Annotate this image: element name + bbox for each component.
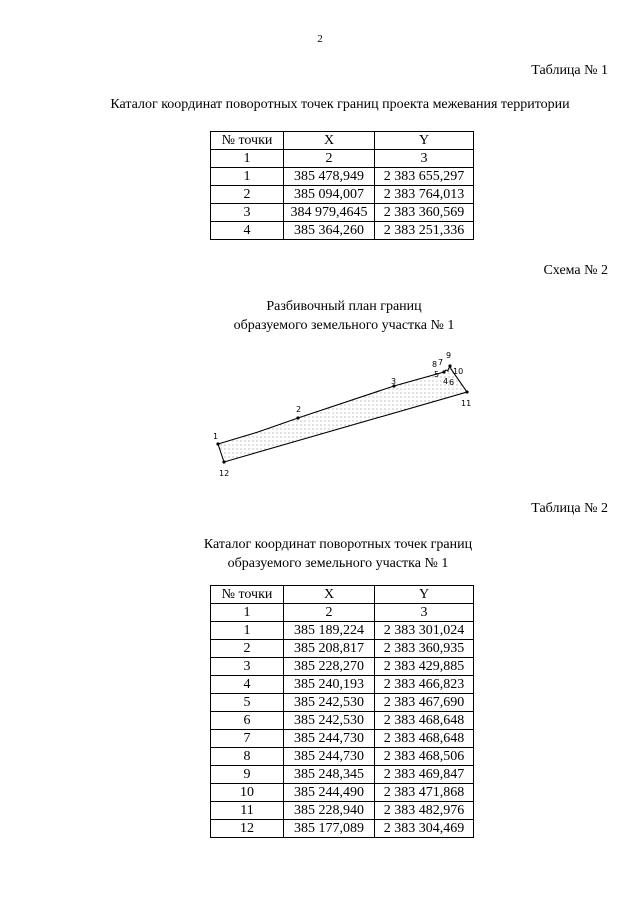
point-no-cell: 4 xyxy=(211,222,284,240)
point-label-2: 2 xyxy=(296,405,302,414)
table-row xyxy=(211,676,474,694)
point-no-cell: 2 xyxy=(211,186,284,204)
numbering-cell: 3 xyxy=(375,604,474,622)
scheme-title-line2: образуемого земельного участка № 1 xyxy=(233,318,455,333)
scheme-label: Схема № 2 xyxy=(543,263,608,278)
page-number: 2 xyxy=(317,33,323,45)
x-coordinate-cell: 385 240,193 xyxy=(284,676,375,694)
table-row xyxy=(211,820,474,838)
table-numbering-row xyxy=(211,604,474,622)
point-no-cell: 1 xyxy=(211,168,284,186)
boundary-point-12 xyxy=(222,460,225,463)
y-coordinate-cell: 2 383 360,569 xyxy=(375,204,474,222)
y-coordinate-cell: 2 383 467,690 xyxy=(375,694,474,712)
y-coordinate-cell: 2 383 468,648 xyxy=(375,712,474,730)
table-row xyxy=(211,784,474,802)
header-point-no: № точки xyxy=(211,586,284,604)
point-label-10: 10 xyxy=(453,367,464,376)
x-coordinate-cell: 385 177,089 xyxy=(284,820,375,838)
y-coordinate-cell: 2 383 301,024 xyxy=(375,622,474,640)
boundary-point-1 xyxy=(216,442,219,445)
land-plot-shape xyxy=(218,366,467,462)
y-coordinate-cell: 2 383 360,935 xyxy=(375,640,474,658)
y-coordinate-cell: 2 383 764,013 xyxy=(375,186,474,204)
table-row xyxy=(211,712,474,730)
table-header-row xyxy=(211,586,474,604)
table-row xyxy=(211,802,474,820)
header-x: X xyxy=(284,586,375,604)
point-label-6: 6 xyxy=(449,378,455,387)
y-coordinate-cell: 2 383 469,847 xyxy=(375,766,474,784)
point-label-1: 1 xyxy=(213,432,219,441)
table-row xyxy=(211,766,474,784)
y-coordinate-cell: 2 383 482,976 xyxy=(375,802,474,820)
x-coordinate-cell: 385 364,260 xyxy=(284,222,375,240)
scheme-title-line1: Разбивочный план границ xyxy=(266,299,422,314)
boundary-point-2 xyxy=(296,416,299,419)
table1-label: Таблица № 1 xyxy=(531,63,608,78)
table-row xyxy=(211,622,474,640)
numbering-cell: 3 xyxy=(375,150,474,168)
point-label-3: 3 xyxy=(391,377,397,386)
x-coordinate-cell: 385 242,530 xyxy=(284,712,375,730)
point-no-cell: 6 xyxy=(211,712,284,730)
point-no-cell: 11 xyxy=(211,802,284,820)
point-no-cell: 2 xyxy=(211,640,284,658)
x-coordinate-cell: 385 242,530 xyxy=(284,694,375,712)
header-y: Y xyxy=(375,132,474,150)
numbering-cell: 2 xyxy=(284,604,375,622)
x-coordinate-cell: 385 248,345 xyxy=(284,766,375,784)
point-no-cell: 8 xyxy=(211,748,284,766)
header-point-no: № точки xyxy=(211,132,284,150)
table-row xyxy=(211,748,474,766)
x-coordinate-cell: 384 979,4645 xyxy=(284,204,375,222)
x-coordinate-cell: 385 478,949 xyxy=(284,168,375,186)
point-no-cell: 1 xyxy=(211,622,284,640)
x-coordinate-cell: 385 228,940 xyxy=(284,802,375,820)
y-coordinate-cell: 2 383 251,336 xyxy=(375,222,474,240)
point-label-12: 12 xyxy=(219,469,230,478)
y-coordinate-cell: 2 383 429,885 xyxy=(375,658,474,676)
x-coordinate-cell: 385 244,730 xyxy=(284,730,375,748)
x-coordinate-cell: 385 244,730 xyxy=(284,748,375,766)
table-row xyxy=(211,658,474,676)
x-coordinate-cell: 385 094,007 xyxy=(284,186,375,204)
table2-title-line1: Каталог координат поворотных точек границ xyxy=(203,537,473,552)
boundary-point-9 xyxy=(448,364,451,367)
y-coordinate-cell: 2 383 466,823 xyxy=(375,676,474,694)
table2-label: Таблица № 2 xyxy=(531,501,608,516)
y-coordinate-cell: 2 383 655,297 xyxy=(375,168,474,186)
point-no-cell: 5 xyxy=(211,694,284,712)
table2 xyxy=(210,585,474,838)
x-coordinate-cell: 385 189,224 xyxy=(284,622,375,640)
point-no-cell: 12 xyxy=(211,820,284,838)
point-label-4: 4 xyxy=(443,377,449,386)
table-row xyxy=(211,694,474,712)
point-no-cell: 7 xyxy=(211,730,284,748)
table-row xyxy=(211,640,474,658)
point-no-cell: 9 xyxy=(211,766,284,784)
table2-title-line2: образуемого земельного участка № 1 xyxy=(227,556,449,571)
point-no-cell: 3 xyxy=(211,658,284,676)
point-no-cell: 10 xyxy=(211,784,284,802)
point-no-cell: 4 xyxy=(211,676,284,694)
y-coordinate-cell: 2 383 468,648 xyxy=(375,730,474,748)
header-x: X xyxy=(284,132,375,150)
table-row xyxy=(211,730,474,748)
y-coordinate-cell: 2 383 468,506 xyxy=(375,748,474,766)
point-no-cell: 3 xyxy=(211,204,284,222)
x-coordinate-cell: 385 208,817 xyxy=(284,640,375,658)
point-label-8: 8 xyxy=(432,360,438,369)
header-y: Y xyxy=(375,586,474,604)
point-label-5: 5 xyxy=(434,370,440,379)
y-coordinate-cell: 2 383 304,469 xyxy=(375,820,474,838)
point-label-11: 11 xyxy=(461,399,472,408)
boundary-point-11 xyxy=(465,390,468,393)
point-label-7: 7 xyxy=(438,358,444,367)
x-coordinate-cell: 385 244,490 xyxy=(284,784,375,802)
boundary-point-4 xyxy=(442,370,445,373)
point-label-9: 9 xyxy=(446,351,452,360)
numbering-cell: 1 xyxy=(211,604,284,622)
x-coordinate-cell: 385 228,270 xyxy=(284,658,375,676)
table1-title: Каталог координат поворотных точек границ проекта межевания территории xyxy=(110,97,570,112)
y-coordinate-cell: 2 383 471,868 xyxy=(375,784,474,802)
table2-body xyxy=(211,622,474,838)
numbering-cell: 1 xyxy=(211,150,284,168)
numbering-cell: 2 xyxy=(284,150,375,168)
